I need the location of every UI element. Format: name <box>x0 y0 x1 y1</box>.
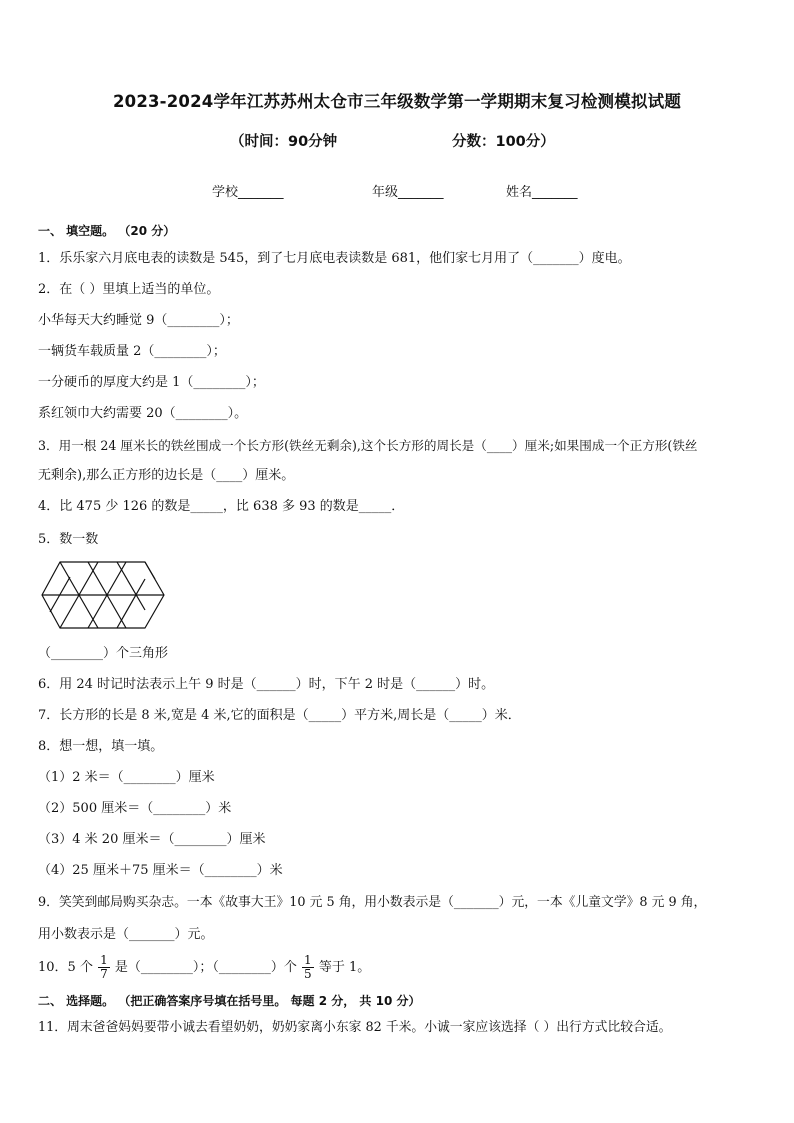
question-8: 8．想一想，填一填。 <box>38 739 164 754</box>
fraction-numerator: 1 <box>304 953 312 967</box>
question-7: 7．长方形的长是 8 米,宽是 4 米,它的面积是（_____）平方米,周长是（_____）米． <box>38 708 521 723</box>
question-1: 1．乐乐家六月底电表的读数是 545，到了七月底电表读数是 681，他们家七月用了（_______）度电。 <box>38 251 631 266</box>
question-2a: 小华每天大约睡觉 9（________）； <box>38 313 239 328</box>
section-heading-fill: 一、 填空题。 （20 分） <box>38 224 176 238</box>
question-5-answer: （________）个三角形 <box>38 646 169 661</box>
question-9-line2: 用小数表示是（_______）元。 <box>38 927 214 942</box>
question-10 <box>38 954 370 981</box>
question-3-line1: 3．用一根 24 厘米长的铁丝围成一个长方形(铁丝无剩余),这个长方形的周长是（____）厘米;如果围成一个正方形(铁丝 <box>38 438 698 453</box>
question-4: 4．比 475 少 126 的数是_____，比 638 多 93 的数是_____． <box>38 499 405 514</box>
question-8-2: （2）500 厘米＝（________）米 <box>38 801 232 816</box>
question-6: 6．用 24 时记时法表示上午 9 时是（______）时，下午 2 时是（______）时。 <box>38 677 495 692</box>
exam-score: 分数：100分） <box>452 134 555 150</box>
question-11: 11．周末爸爸妈妈要带小诚去看望奶奶，奶奶家离小东家 82 千米。小诚一家应该选择（ ）出行方式比较合适。 <box>38 1020 672 1035</box>
fraction-denominator: 7 <box>100 967 108 981</box>
question-8-1: （1）2 米＝（________）厘米 <box>38 770 215 785</box>
page-title: 2023-2024学年江苏苏州太仓市三年级数学第一学期期末复习检测模拟试题 <box>112 92 682 111</box>
question-2b: 一辆货车载质量 2（________）； <box>38 344 226 359</box>
question-2d: 系红领巾大约需要 20（________）。 <box>38 406 248 421</box>
school-field: 学校_______ <box>212 185 284 200</box>
question-10-part3: 等于 1。 <box>318 960 371 975</box>
question-2: 2．在（ ）里填上适当的单位。 <box>38 282 220 297</box>
question-9-line1: 9．笑笑到邮局购买杂志。一本《故事大王》10 元 5 角，用小数表示是（_______）元，一本《儿童文学》8 元 9 角， <box>38 895 707 910</box>
grade-field: 年级_______ <box>372 185 444 200</box>
question-3-line2: 无剩余),那么正方形的边长是（____）厘米。 <box>38 468 295 483</box>
question-8-3: （3）4 米 20 厘米＝（________）厘米 <box>38 832 266 847</box>
fraction-denominator: 5 <box>304 967 312 981</box>
question-10-part2: 是（________）；（________）个 <box>114 960 297 975</box>
question-5: 5．数一数 <box>38 532 99 547</box>
question-10-part1: 10．5 个 <box>38 960 93 975</box>
fraction-one-fifth <box>302 954 314 981</box>
triangle-grid-figure <box>40 560 170 632</box>
section-heading-choice: 二、 选择题。 （把正确答案序号填在括号里。 每题 2 分， 共 10 分） <box>38 994 421 1008</box>
name-field: 姓名_______ <box>506 185 578 200</box>
question-2c: 一分硬币的厚度大约是 1（________）； <box>38 375 265 390</box>
question-8-4: （4）25 厘米＋75 厘米＝（________）米 <box>38 863 283 878</box>
fraction-one-seventh <box>98 954 110 981</box>
fraction-numerator: 1 <box>100 953 108 967</box>
exam-time: （时间：90分钟 <box>230 134 338 150</box>
